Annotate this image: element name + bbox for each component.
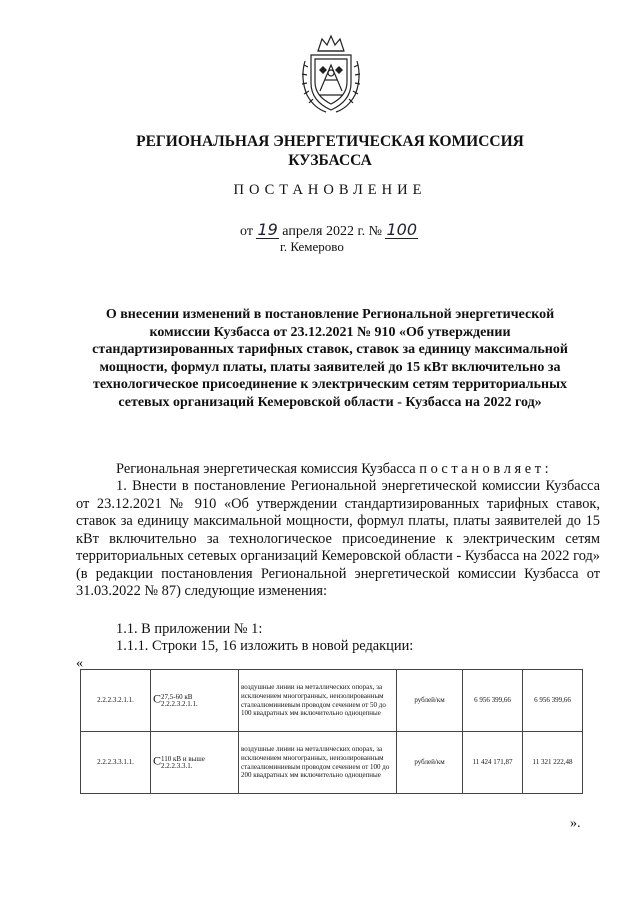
item-1-1-1: 1.1.1. Строки 15, 16 изложить в новой редакции: — [116, 638, 414, 654]
row-unit: рублей/км — [397, 670, 463, 732]
rate-symbol-sup: 27,5-60 кВ — [161, 692, 193, 701]
document-number: 100 — [386, 220, 418, 239]
rate-symbol-letter: C — [153, 753, 162, 768]
date-month-year: апреля 2022 г. № — [282, 224, 382, 239]
row-value-1: 6 956 399,66 — [463, 670, 523, 732]
city: г. Кемерово — [280, 239, 344, 254]
table-row — [81, 670, 583, 732]
opening-quote: « — [76, 656, 83, 671]
rate-symbol-sub: 2.2.2.3.2.1.1. — [161, 699, 198, 708]
rate-symbol — [151, 732, 239, 794]
resolution-intro: Региональная энергетическая комиссия Кузбасса п о с т а н о в л я е т : — [116, 461, 549, 477]
organization-name — [60, 132, 600, 170]
table-row — [81, 732, 583, 794]
closing-quote: ». — [570, 816, 581, 831]
row-code: 2.2.2.3.3.1.1. — [81, 732, 151, 794]
rate-symbol-letter: C — [153, 691, 162, 706]
date-line — [240, 222, 418, 240]
row-value-2: 6 956 399,66 — [523, 670, 583, 732]
row-code: 2.2.2.3.2.1.1. — [81, 670, 151, 732]
organization-name-line1: РЕГИОНАЛЬНАЯ ЭНЕРГЕТИЧЕСКАЯ КОМИССИЯ — [136, 133, 524, 150]
row-value-1: 11 424 171,87 — [463, 732, 523, 794]
row-value-2: 11 321 222,48 — [523, 732, 583, 794]
item-1: 1. Внести в постановление Региональной энергетической комиссии Кузбасса от 23.12.2021 № 910 «Об утверждении стандартизированных тарифных ставок, ставок за единицу максимальной мощности, формул платы, платы заявителей до 15 кВт включительно за технологическое присоединение к электрическим сетям территориальных сетевых организаций Кемеровской области - Кузбасса на 2022 год» (в редакции постановления Региональной энергетической комиссии Кузбасса от 31.03.2022 № 87) следующие изменения: — [76, 478, 600, 599]
document-type: ПОСТАНОВЛЕНИЕ — [233, 182, 427, 198]
coat-of-arms-icon — [298, 33, 364, 115]
row-description: воздушные линии на металлических опорах, за исключением многогранных, неизолированным сталеалюминиевым проводом сечением от 100 до 200 квадратных мм включительно одноцепные — [239, 732, 397, 794]
organization-name-line2: КУЗБАССА — [288, 152, 372, 169]
date-prefix: от — [240, 224, 253, 239]
document-title: О внесении изменений в постановление Региональной энергетической комиссии Кузбасса от 23.12.2021 № 910 «Об утверждении стандартизированных тарифных ставок, ставок за единицу максимальной мощности, формул платы, платы заявителей до 15 кВт включительно за технологическое присоединение к электрическим сетям территориальных сетевых организаций Кемеровской области - Кузбасса на 2022 год» — [92, 307, 568, 410]
row-unit: рублей/км — [397, 732, 463, 794]
date-day: 19 — [257, 220, 278, 239]
rate-symbol-sub: 2.2.2.3.3.1. — [161, 761, 193, 770]
row-description: воздушные линии на металлических опорах, за исключением многогранных, неизолированным сталеалюминиевым проводом сечением от 50 до 100 квадратных мм включительно одноцепные — [239, 670, 397, 732]
rate-symbol — [151, 670, 239, 732]
amendment-table — [80, 669, 583, 794]
rate-symbol-sup: 110 кВ и выше — [161, 754, 205, 763]
item-1-1: 1.1. В приложении № 1: — [116, 621, 263, 637]
